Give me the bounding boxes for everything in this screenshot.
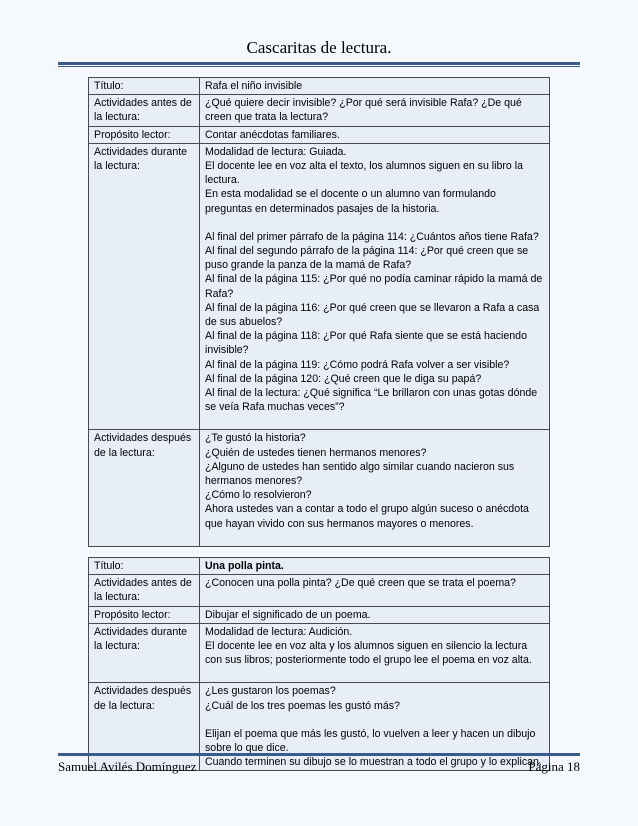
- during-label: Actividades durante la lectura:: [89, 623, 200, 683]
- lesson-table-1: [88, 77, 550, 547]
- text-line: ¿Quién de ustedes tienen hermanos menores?: [205, 446, 427, 459]
- blank-line: [205, 667, 545, 681]
- table-row: [89, 78, 550, 95]
- during-value: [200, 623, 550, 683]
- title-value: Rafa el niño invisible: [200, 78, 550, 95]
- text-line: Al final de la lectura: ¿Qué significa “Le brillaron con unas gotas dónde se veía Rafa muchas veces”?: [205, 387, 538, 414]
- text-line: Elijan el poema que más les gustó, lo vuelven a leer y hacen un dibujo sobre lo que dice.: [205, 727, 536, 755]
- text-line: ¿Te gustó la historia?: [205, 432, 306, 445]
- text-line: Modalidad de lectura: Audición.: [205, 625, 353, 638]
- text-line: Al final del segundo párrafo de la página 114: ¿Por qué creen que se puso grande la panza de la mamá de Rafa?: [205, 245, 529, 272]
- footer-divider: [58, 753, 580, 756]
- after-value: [200, 430, 550, 546]
- footer-author: Samuel Avilés Domínguez: [58, 759, 197, 774]
- title-label: Título:: [89, 78, 200, 95]
- table-row: [89, 606, 550, 623]
- after-label: Actividades después de la lectura:: [89, 683, 200, 771]
- before-value: ¿Conocen una polla pinta? ¿De qué creen que se trata el poema?: [200, 575, 550, 606]
- table-row: [89, 623, 550, 683]
- text-line: ¿Alguno de ustedes han sentido algo similar cuando nacieron sus hermanos menores?: [205, 460, 515, 488]
- text-line: Al final de la página 120: ¿Qué creen que le diga su papá?: [205, 372, 482, 385]
- during-label: Actividades durante la lectura:: [89, 143, 200, 430]
- text-line: Al final de la página 119: ¿Cómo podrá Rafa volver a ser visible?: [205, 358, 510, 371]
- table-row: [89, 143, 550, 430]
- page-title: Cascaritas de lectura.: [246, 38, 392, 57]
- text-line: El docente lee en voz alta y los alumnos siguen en silencio la lectura con sus libros; posteriormente todo el grupo lee el poema en voz alta.: [205, 640, 532, 667]
- title-value: Una polla pinta.: [200, 558, 550, 575]
- table-row: [89, 683, 550, 771]
- table-row: [89, 575, 550, 606]
- table-row: [89, 558, 550, 575]
- lesson-table-2: [88, 557, 550, 771]
- text-line: Al final de la página 115: ¿Por qué no podía caminar rápido la mamá de Rafa?: [205, 273, 543, 300]
- purpose-value: Dibujar el significado de un poema.: [200, 606, 550, 623]
- text-line: Al final del primer párrafo de la página 114: ¿Cuántos años tiene Rafa?: [205, 230, 539, 243]
- text-line: ¿Cómo lo resolvieron?: [205, 489, 312, 502]
- text-line: En esta modalidad se el docente o un alumno van formulando preguntas en determinados pasajes de la historia.: [205, 188, 496, 215]
- before-label: Actividades antes de la lectura:: [89, 575, 200, 606]
- blank-line: [205, 713, 545, 727]
- during-value: [200, 143, 550, 430]
- text-line: ¿Cuál de los tres poemas les gustó más?: [205, 699, 400, 712]
- text-line: Modalidad de lectura: Guiada.: [205, 145, 347, 158]
- text-line: Al final de la página 116: ¿Por qué creen que se llevaron a Rafa a casa de sus abuelos?: [205, 301, 540, 329]
- table-row: [89, 430, 550, 546]
- title-divider: [58, 62, 580, 67]
- before-value: ¿Qué quiere decir invisible? ¿Por qué será invisible Rafa? ¿De qué creen que trata la lectura?: [200, 95, 550, 126]
- blank-line: [205, 531, 545, 545]
- text-line: El docente lee en voz alta el texto, los alumnos siguen en su libro la lectura.: [205, 160, 524, 187]
- title-label: Título:: [89, 558, 200, 575]
- after-value: [200, 683, 550, 771]
- before-label: Actividades antes de la lectura:: [89, 95, 200, 126]
- text-line: Cuando terminen su dibujo se lo muestran a todo el grupo y lo explican.: [205, 756, 542, 769]
- blank-line: [205, 216, 545, 230]
- table-row: [89, 126, 550, 143]
- footer-page-number: Página 18: [528, 759, 580, 774]
- after-label: Actividades después de la lectura:: [89, 430, 200, 546]
- table-row: [89, 95, 550, 126]
- text-line: Al final de la página 118: ¿Por qué Rafa siente que se está haciendo invisible?: [205, 330, 527, 357]
- purpose-value: Contar anécdotas familiares.: [200, 126, 550, 143]
- text-line: Ahora ustedes van a contar a todo el grupo algún suceso o anécdota que hayan vivido con sus hermanos mayores o menores.: [205, 503, 529, 530]
- purpose-label: Propósito lector:: [89, 606, 200, 623]
- purpose-label: Propósito lector:: [89, 126, 200, 143]
- blank-line: [205, 414, 545, 428]
- text-line: ¿Les gustaron los poemas?: [205, 685, 336, 698]
